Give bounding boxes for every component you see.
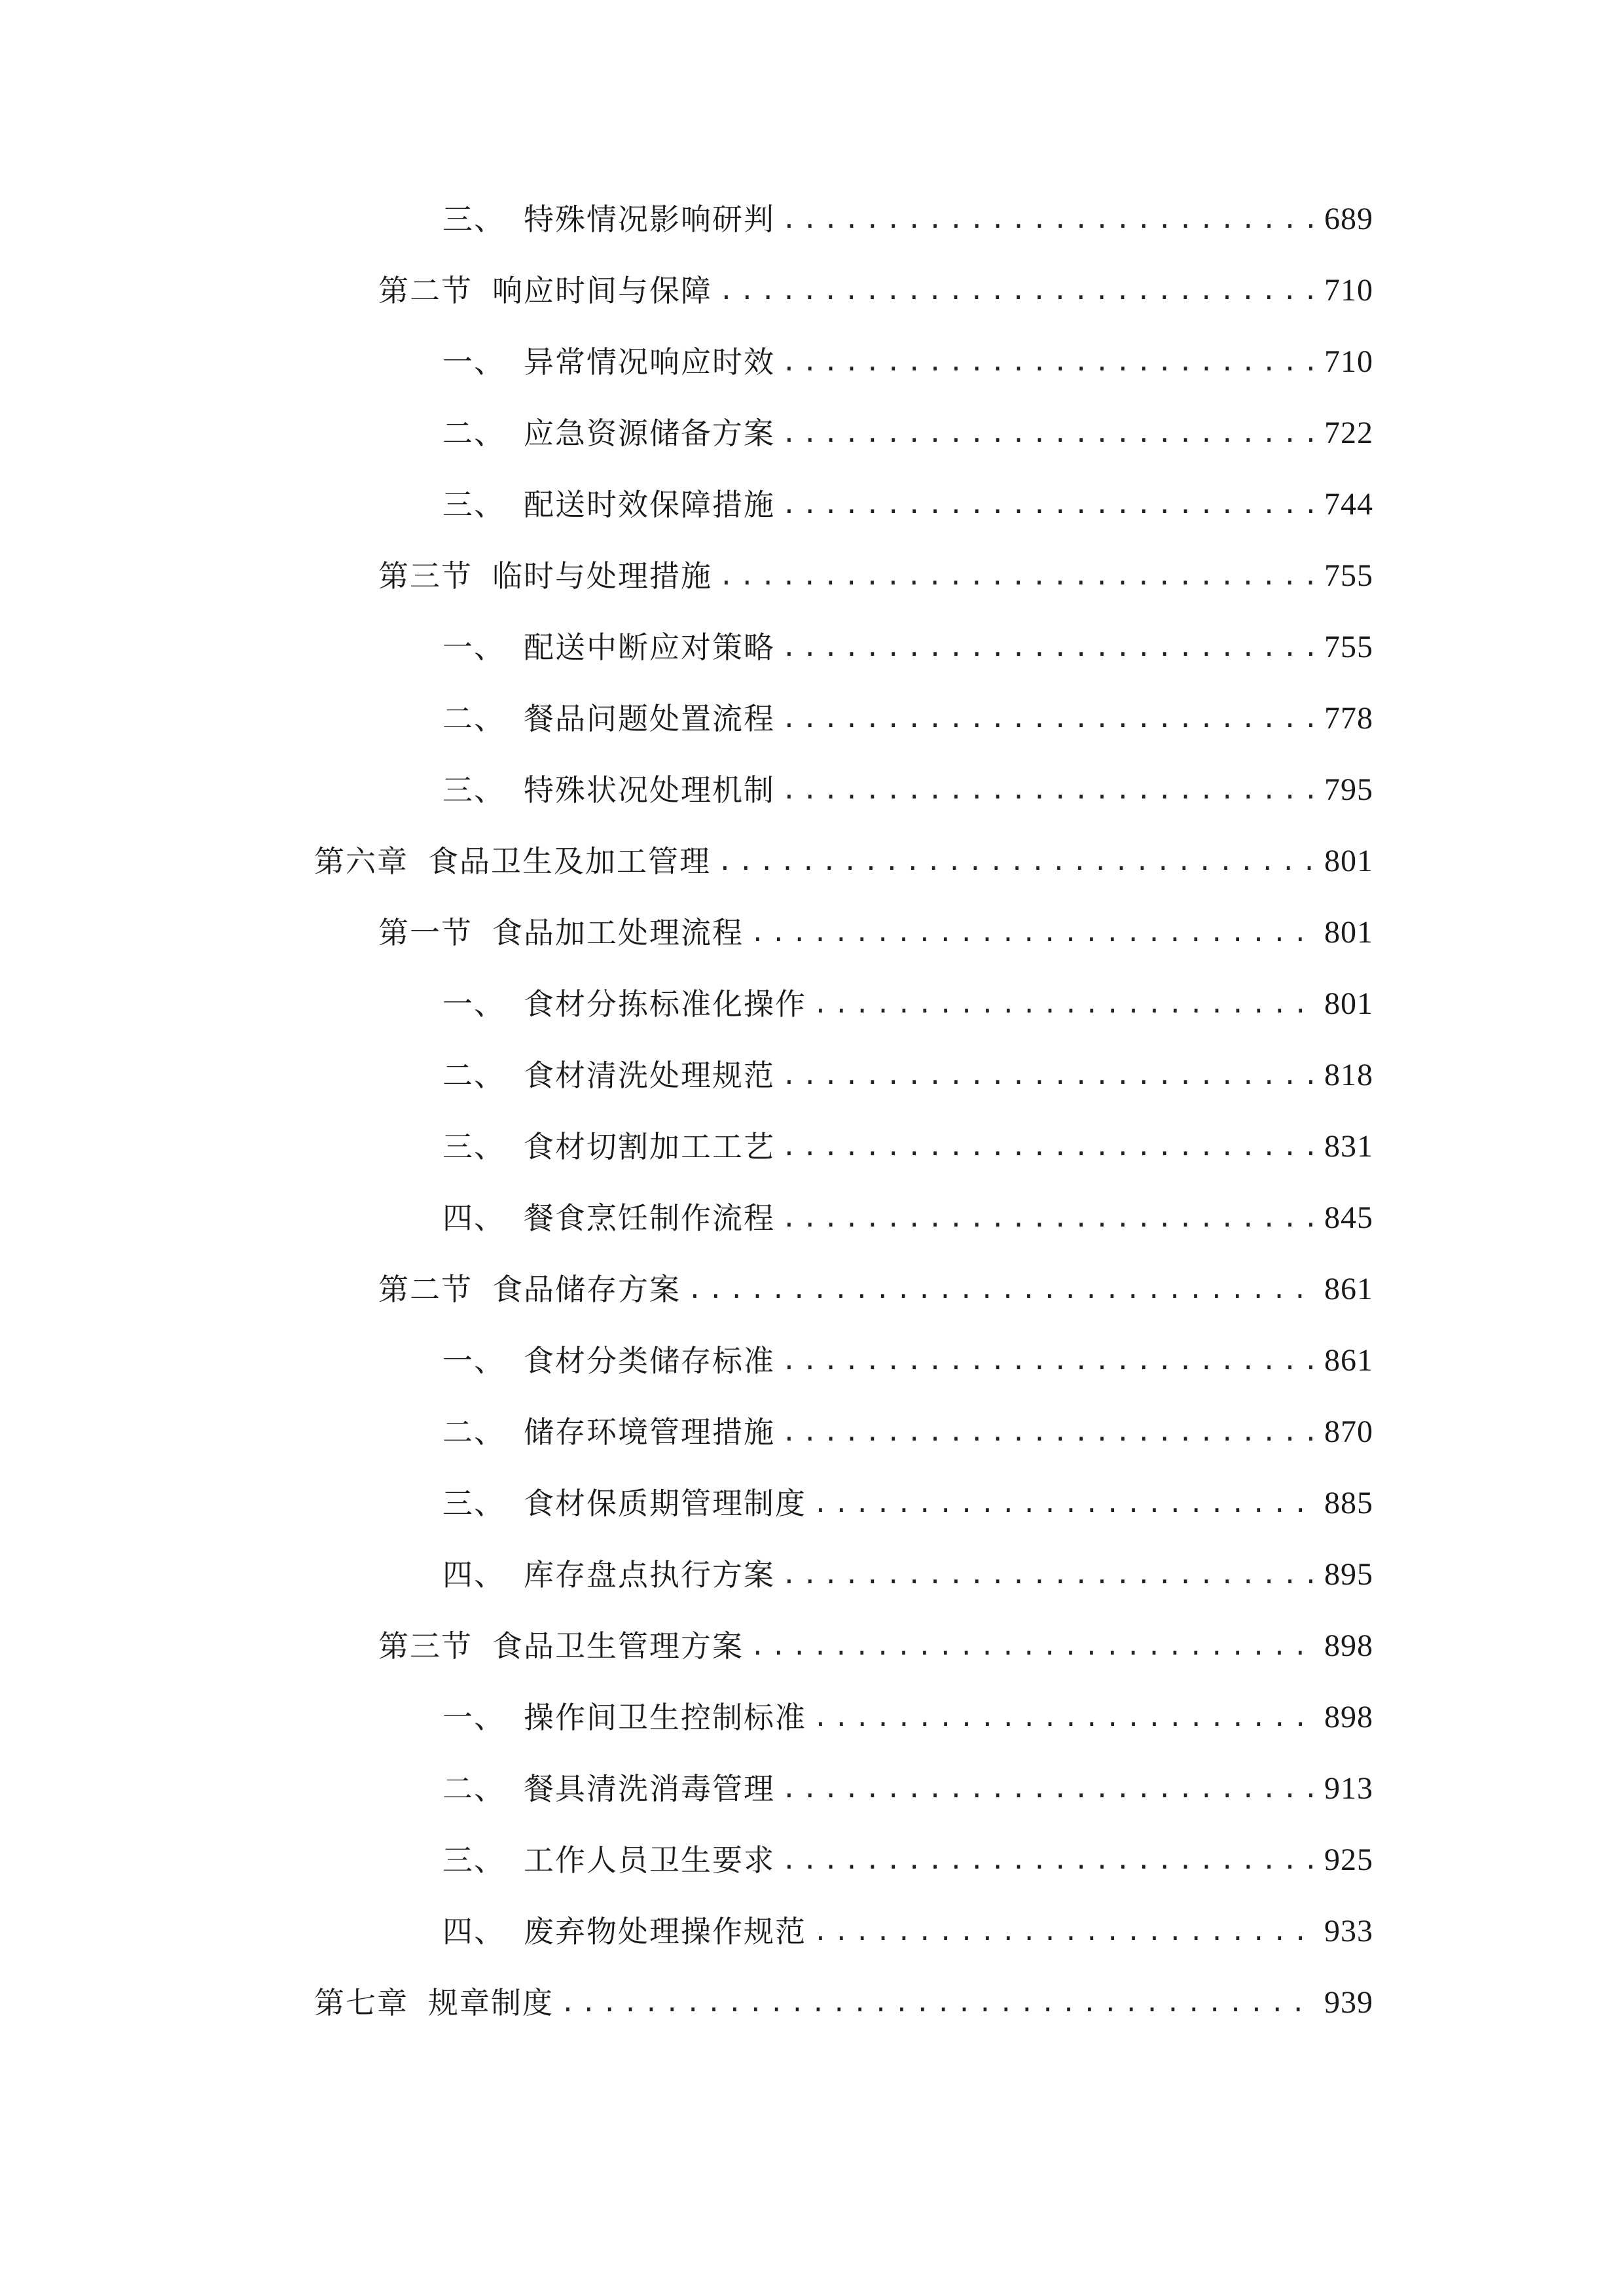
- toc-entry-number: 一、: [442, 1343, 505, 1378]
- toc-entry-number: 四、: [442, 1200, 505, 1236]
- toc-entry-label: [442, 482, 775, 528]
- toc-entry-label: [442, 624, 775, 670]
- toc-entry-label: [442, 1766, 775, 1812]
- toc-entry-label: [442, 696, 775, 742]
- toc-entry-page-number: 925: [1324, 1842, 1373, 1877]
- dot-leader: [782, 1124, 1315, 1170]
- toc-entry-title: 工作人员卫生要求: [524, 1842, 775, 1878]
- toc-entry-page-number: 722: [1324, 416, 1373, 450]
- toc-entry-title: 配送中断应对策略: [524, 630, 775, 665]
- toc-entry-number: 第一节: [378, 915, 473, 950]
- toc-entry-page-number: 710: [1324, 344, 1373, 379]
- toc-entry-title: 食品卫生及加工管理: [428, 844, 711, 879]
- dot-leader: [560, 1980, 1315, 2026]
- dot-leader: [782, 767, 1315, 813]
- toc-entry-page-number: 801: [1324, 844, 1373, 878]
- dot-leader: [782, 1766, 1315, 1812]
- toc-entry-title: 规章制度: [428, 1985, 554, 2020]
- dot-leader: [813, 1695, 1315, 1740]
- dot-leader: [782, 339, 1315, 385]
- toc-entry-title: 餐具清洗消毒管理: [524, 1771, 775, 1806]
- toc-entry-page-number: 898: [1324, 1700, 1373, 1734]
- toc-entry-label: [314, 838, 711, 884]
- toc-entry[interactable]: [442, 696, 1373, 742]
- toc-entry-number: 第三节: [378, 558, 473, 594]
- toc-entry[interactable]: [442, 1124, 1373, 1170]
- toc-entry-number: 二、: [442, 1771, 505, 1806]
- toc-entry-page-number: 710: [1324, 273, 1373, 308]
- toc-entry-title: 响应时间与保障: [492, 273, 712, 308]
- toc-entry-label: [442, 981, 806, 1027]
- toc-entry-title: 食材清洗处理规范: [524, 1058, 775, 1093]
- toc-entry-page-number: 913: [1324, 1771, 1373, 1806]
- toc-entry-number: 第二节: [378, 273, 473, 308]
- toc-entry-page-number: 939: [1324, 1985, 1373, 2020]
- dot-leader: [717, 838, 1315, 884]
- toc-entry[interactable]: [314, 1980, 1373, 2026]
- toc-entry-page-number: 801: [1324, 986, 1373, 1021]
- toc-entry-number: 二、: [442, 701, 505, 736]
- dot-leader: [782, 1837, 1315, 1883]
- toc-entry-title: 餐食烹饪制作流程: [524, 1200, 775, 1236]
- toc-entry-title: 特殊情况影响研判: [524, 202, 775, 237]
- toc-entry[interactable]: [378, 1623, 1373, 1669]
- toc-entry[interactable]: [378, 1266, 1373, 1312]
- toc-entry[interactable]: [442, 339, 1373, 385]
- toc-entry-title: 库存盘点执行方案: [524, 1557, 775, 1592]
- dot-leader: [782, 482, 1315, 528]
- toc-entry-number: 三、: [442, 1486, 505, 1521]
- toc-entry-label: [442, 767, 775, 813]
- toc-entry-page-number: 689: [1324, 202, 1373, 236]
- dot-leader: [782, 410, 1315, 456]
- toc-entry-number: 四、: [442, 1914, 505, 1949]
- toc-entry-label: [442, 1909, 806, 1954]
- toc-entry[interactable]: [442, 1909, 1373, 1954]
- toc-entry-label: [378, 1266, 681, 1312]
- toc-entry[interactable]: [442, 767, 1373, 813]
- toc-entry-page-number: 795: [1324, 772, 1373, 807]
- dot-leader: [813, 981, 1315, 1027]
- toc-entry-title: 食品加工处理流程: [492, 915, 744, 950]
- dot-leader: [782, 196, 1315, 242]
- dot-leader: [750, 910, 1315, 956]
- toc-entry-title: 食品卫生管理方案: [492, 1628, 744, 1664]
- toc-entry-number: 第三节: [378, 1628, 473, 1664]
- toc-entry-title: 应急资源储备方案: [524, 416, 775, 451]
- toc-entry-number: 三、: [442, 487, 505, 522]
- toc-entry[interactable]: [378, 553, 1373, 599]
- toc-entry-number: 一、: [442, 986, 505, 1022]
- toc-entry-label: [378, 910, 744, 956]
- toc-entry-number: 二、: [442, 1414, 505, 1450]
- toc-entry-page-number: 845: [1324, 1200, 1373, 1235]
- toc-entry-page-number: 885: [1324, 1486, 1373, 1520]
- toc-entry[interactable]: [442, 1837, 1373, 1883]
- toc-entry[interactable]: [442, 196, 1373, 242]
- toc-entry-page-number: 870: [1324, 1414, 1373, 1449]
- toc-entry[interactable]: [442, 1480, 1373, 1526]
- toc-entry-number: 三、: [442, 202, 505, 237]
- toc-entry-label: [378, 553, 712, 599]
- toc-entry-label: [442, 1480, 806, 1526]
- dot-leader: [782, 696, 1315, 742]
- toc-entry-title: 配送时效保障措施: [524, 487, 775, 522]
- toc-entry-page-number: 898: [1324, 1628, 1373, 1663]
- dot-leader: [687, 1266, 1315, 1312]
- toc-entry-number: 四、: [442, 1557, 505, 1592]
- toc-entry-title: 餐品问题处置流程: [524, 701, 775, 736]
- toc-entry-label: [442, 339, 775, 385]
- toc-entry-label: [442, 1338, 775, 1384]
- dot-leader: [782, 624, 1315, 670]
- toc-entry[interactable]: [442, 1338, 1373, 1384]
- toc-entry-page-number: 831: [1324, 1129, 1373, 1164]
- toc-entry-page-number: 861: [1324, 1343, 1373, 1378]
- toc-entry[interactable]: [442, 981, 1373, 1027]
- dot-leader: [813, 1480, 1315, 1526]
- dot-leader: [719, 553, 1315, 599]
- toc-entry[interactable]: [442, 624, 1373, 670]
- toc-entry[interactable]: [314, 838, 1373, 884]
- toc-entry-label: [442, 196, 775, 242]
- toc-entry-number: 一、: [442, 630, 505, 665]
- toc-entry-title: 储存环境管理措施: [524, 1414, 775, 1450]
- dot-leader: [782, 1552, 1315, 1598]
- toc-entry-label: [442, 410, 775, 456]
- toc-entry-title: 特殊状况处理机制: [524, 772, 775, 808]
- toc-entry-title: 废弃物处理操作规范: [524, 1914, 806, 1949]
- toc-entry[interactable]: [378, 268, 1373, 314]
- toc-entry-title: 食材切割加工工艺: [524, 1129, 775, 1164]
- toc-entry-label: [442, 1409, 775, 1455]
- toc-entry-title: 临时与处理措施: [492, 558, 712, 594]
- dot-leader: [782, 1195, 1315, 1241]
- toc-entry-number: 三、: [442, 1842, 505, 1878]
- toc-entry-page-number: 861: [1324, 1272, 1373, 1306]
- toc-entry-number: 第六章: [314, 844, 408, 879]
- toc-entry-title: 食材保质期管理制度: [524, 1486, 806, 1521]
- toc-entry-number: 三、: [442, 772, 505, 808]
- toc-entry-number: 二、: [442, 1058, 505, 1093]
- toc-entry-label: [442, 1195, 775, 1241]
- toc-entry-page-number: 744: [1324, 487, 1373, 522]
- toc-entry[interactable]: [442, 1695, 1373, 1740]
- toc-entry-page-number: 801: [1324, 915, 1373, 950]
- toc-entry[interactable]: [442, 410, 1373, 456]
- toc-entry-number: 一、: [442, 344, 505, 380]
- toc-entry-label: [378, 268, 712, 314]
- toc-entry-number: 二、: [442, 416, 505, 451]
- toc-entry-label: [442, 1837, 775, 1883]
- toc-entry-title: 食材分拣标准化操作: [524, 986, 806, 1022]
- toc-entry[interactable]: [442, 1552, 1373, 1598]
- toc-entry-title: 食品储存方案: [492, 1272, 681, 1307]
- toc-entry[interactable]: [442, 1409, 1373, 1455]
- toc-entry-label: [442, 1052, 775, 1098]
- toc-entry-number: 第七章: [314, 1985, 408, 2020]
- toc-entry-title: 异常情况响应时效: [524, 344, 775, 380]
- toc-entry-number: 第二节: [378, 1272, 473, 1307]
- toc-entry-number: 一、: [442, 1700, 505, 1735]
- toc-entry-page-number: 818: [1324, 1058, 1373, 1092]
- dot-leader: [719, 268, 1315, 314]
- toc-entry-number: 三、: [442, 1129, 505, 1164]
- toc-entry[interactable]: [442, 1766, 1373, 1812]
- toc-entry-title: 食材分类储存标准: [524, 1343, 775, 1378]
- toc-entry-page-number: 755: [1324, 630, 1373, 664]
- toc-entry-label: [378, 1623, 744, 1669]
- toc-entry[interactable]: [442, 1052, 1373, 1098]
- toc-entry-page-number: 895: [1324, 1557, 1373, 1592]
- toc-entry[interactable]: [378, 910, 1373, 956]
- dot-leader: [782, 1409, 1315, 1455]
- toc-entry-label: [442, 1552, 775, 1598]
- toc-entry-label: [442, 1124, 775, 1170]
- dot-leader: [782, 1052, 1315, 1098]
- toc-entry[interactable]: [442, 1195, 1373, 1241]
- toc-entry-label: [442, 1695, 806, 1740]
- toc-entry-page-number: 778: [1324, 701, 1373, 736]
- toc-entry-page-number: 933: [1324, 1914, 1373, 1948]
- dot-leader: [750, 1623, 1315, 1669]
- toc-entry-page-number: 755: [1324, 558, 1373, 593]
- dot-leader: [782, 1338, 1315, 1384]
- toc-entry-label: [314, 1980, 554, 2026]
- toc-entry[interactable]: [442, 482, 1373, 528]
- toc-entry-title: 操作间卫生控制标准: [524, 1700, 806, 1735]
- dot-leader: [813, 1909, 1315, 1954]
